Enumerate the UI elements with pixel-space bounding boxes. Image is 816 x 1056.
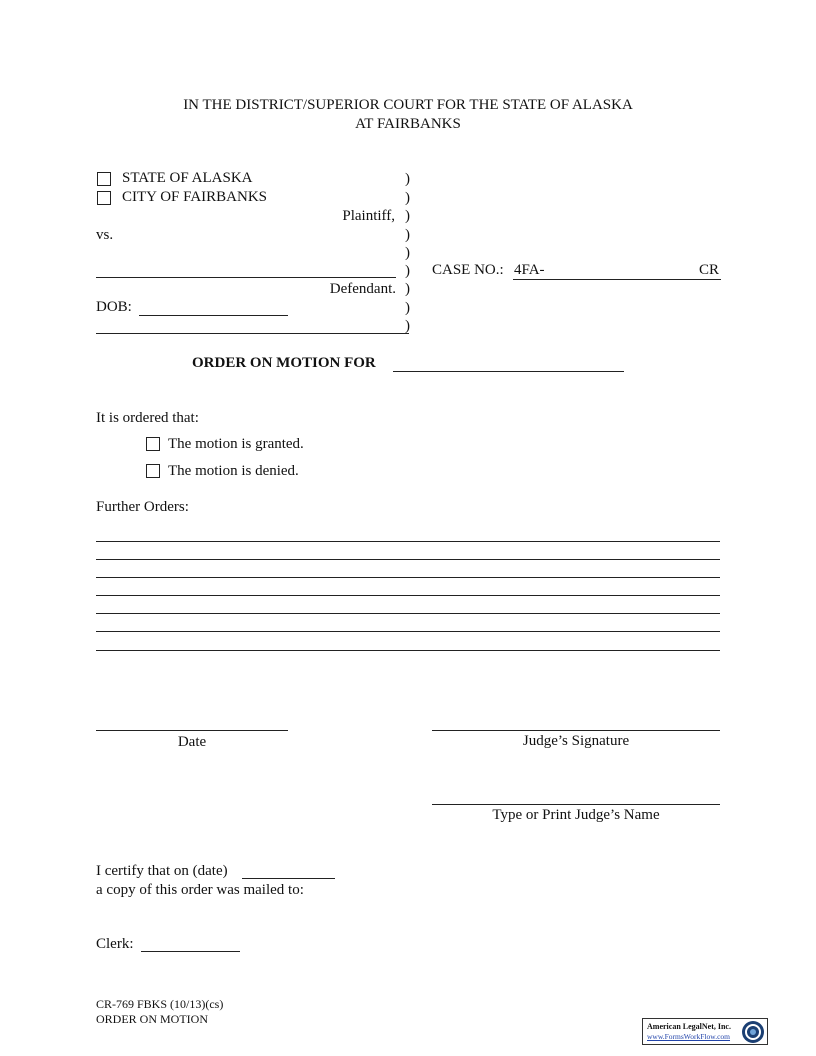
order-title: ORDER ON MOTION FOR xyxy=(192,355,376,371)
state-of-alaska-label: STATE OF ALASKA xyxy=(122,170,253,186)
further-orders-line[interactable] xyxy=(96,613,720,614)
date-label: Date xyxy=(177,734,207,750)
clerk-label: Clerk: xyxy=(96,936,134,952)
form-number: CR-769 FBKS (10/13)(cs) xyxy=(96,997,224,1011)
caption-paren: ) xyxy=(405,245,410,261)
date-signature-line[interactable] xyxy=(96,730,288,731)
form-title: ORDER ON MOTION xyxy=(96,1012,208,1026)
motion-subject-field[interactable] xyxy=(393,371,624,372)
publisher-url[interactable]: www.FormsWorkFlow.com xyxy=(647,1032,731,1041)
caption-paren: ) xyxy=(405,263,410,279)
certify-text: I certify that on (date) xyxy=(96,863,228,879)
dob-field[interactable] xyxy=(139,315,288,316)
further-orders-line[interactable] xyxy=(96,650,720,651)
further-orders-label: Further Orders: xyxy=(96,499,189,515)
ordered-intro: It is ordered that: xyxy=(96,410,199,426)
motion-denied-checkbox[interactable] xyxy=(146,464,160,478)
plaintiff-label: Plaintiff, xyxy=(342,208,395,224)
motion-granted-checkbox[interactable] xyxy=(146,437,160,451)
case-no-label: CASE NO.: xyxy=(432,262,504,278)
further-orders-line[interactable] xyxy=(96,541,720,542)
judge-name-label: Type or Print Judge’s Name xyxy=(492,807,660,823)
further-orders-line[interactable] xyxy=(96,595,720,596)
city-of-fairbanks-label: CITY OF FAIRBANKS xyxy=(122,189,268,205)
case-no-field[interactable] xyxy=(513,279,721,280)
caption-paren: ) xyxy=(405,300,410,316)
court-heading: IN THE DISTRICT/SUPERIOR COURT FOR THE STATE OF ALASKA xyxy=(183,97,633,113)
publisher-logo-icon xyxy=(741,1020,765,1044)
caption-paren: ) xyxy=(405,208,410,224)
caption-paren: ) xyxy=(405,171,410,187)
publisher-name: American LegalNet, Inc. xyxy=(647,1022,731,1031)
defendant-name-field[interactable] xyxy=(96,277,396,278)
caption-paren: ) xyxy=(405,281,410,297)
mailed-date-field[interactable] xyxy=(242,878,335,879)
vs-label: vs. xyxy=(96,227,114,243)
publisher-badge[interactable] xyxy=(642,1018,768,1045)
case-no-suffix: CR xyxy=(699,262,720,278)
mailed-to-text: a copy of this order was mailed to: xyxy=(96,882,304,898)
caption-paren: ) xyxy=(405,318,410,334)
judge-signature-label: Judge’s Signature xyxy=(522,733,630,749)
clerk-field[interactable] xyxy=(141,951,240,952)
motion-denied-label: The motion is denied. xyxy=(168,463,299,479)
state-of-alaska-checkbox[interactable] xyxy=(97,172,111,186)
judge-name-line[interactable] xyxy=(432,804,720,805)
dob-label: DOB: xyxy=(96,299,132,315)
city-of-fairbanks-checkbox[interactable] xyxy=(97,191,111,205)
further-orders-line[interactable] xyxy=(96,631,720,632)
motion-granted-label: The motion is granted. xyxy=(168,436,304,452)
further-orders-line[interactable] xyxy=(96,559,720,560)
court-location: AT FAIRBANKS xyxy=(355,116,461,132)
defendant-label: Defendant. xyxy=(329,281,396,297)
case-no-prefix: 4FA- xyxy=(514,262,545,278)
caption-paren: ) xyxy=(405,190,410,206)
caption-bottom-rule xyxy=(96,333,409,334)
judge-signature-line[interactable] xyxy=(432,730,720,731)
further-orders-line[interactable] xyxy=(96,577,720,578)
caption-paren: ) xyxy=(405,227,410,243)
